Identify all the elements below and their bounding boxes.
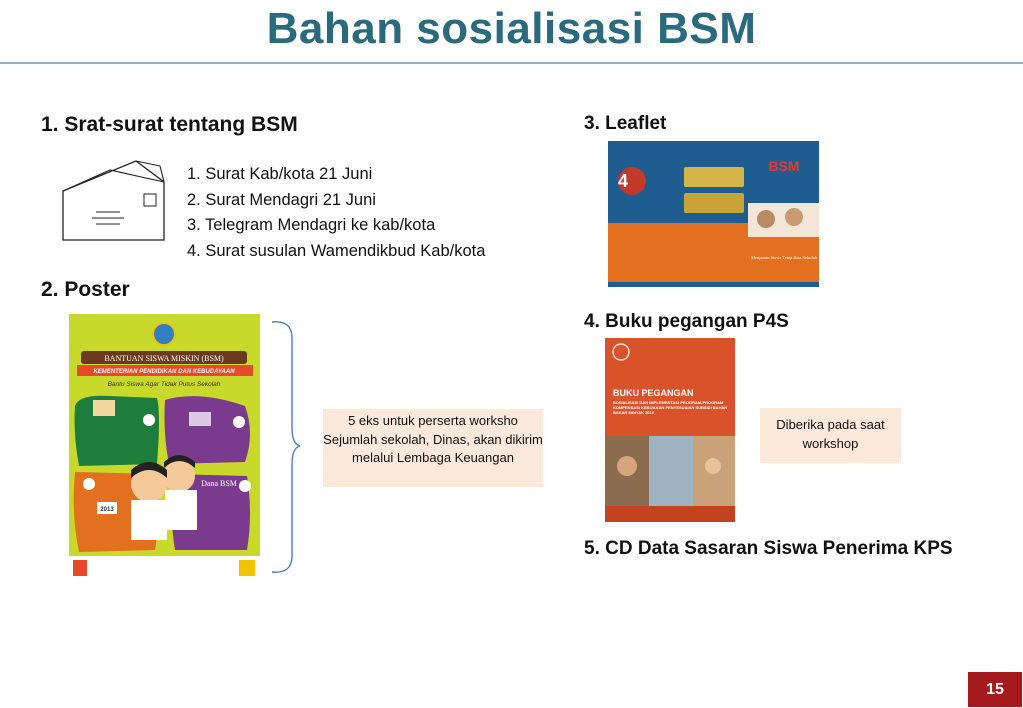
book-subtitle: SOSIALISASI DAN IMPLEMENTASI PROGRAM-PROGRAM KOMPENSASI KEBIJAKAN PENYESUAIAN SUBSIDI BAHAN BAKAR MINYAK 2013 <box>613 400 728 415</box>
letters-list <box>187 162 485 264</box>
section5-heading: 5. CD Data Sasaran Siswa Penerima KPS <box>584 538 953 559</box>
poster-year-label: 2013 <box>100 507 114 513</box>
section1-heading: 1. Srat-surat tentang BSM <box>41 113 298 136</box>
leaflet-big-number: 4 <box>618 171 629 191</box>
poster-tagline: Bantu Siswa Agar Tidak Putus Sekolah <box>107 381 221 388</box>
envelope-icon <box>60 158 168 244</box>
bsm-leaflet-image <box>608 141 819 287</box>
leaflet-bsm-label: BSM <box>768 158 800 174</box>
poster-banner-title: BANTUAN SISWA MISKIN (BSM) <box>104 354 224 363</box>
leaflet-footer-text: Menjamin Siswa Tetap Bisa Sekolah <box>750 255 818 260</box>
slide-title: Bahan sosialisasi BSM <box>266 4 757 53</box>
page-number-badge: 15 <box>968 672 1022 707</box>
poster-banner-subtitle: KEMENTERIAN PENDIDIKAN DAN KEBUDAYAAN <box>93 369 235 375</box>
list-item: 2. Surat Mendagri 21 Juni <box>187 190 376 209</box>
title-divider <box>0 62 1023 64</box>
section2-heading: 2. Poster <box>41 278 130 301</box>
brace-icon <box>268 320 302 576</box>
book-title: BUKU PEGANGAN <box>613 388 694 398</box>
list-item: 3. Telegram Mendagri ke kab/kota <box>187 216 436 234</box>
workshop-note: Diberika pada saat workshop <box>760 408 901 463</box>
list-item: 1. Surat Kab/kota 21 Juni <box>187 165 373 183</box>
section3-heading: 3. Leaflet <box>584 113 667 134</box>
list-item: 4. Surat susulan Wamendikbud Kab/kota <box>187 241 486 260</box>
bsm-poster-image <box>69 314 260 580</box>
handbook-cover-image <box>605 338 735 522</box>
poster-dana-label: Dana BSM <box>201 479 237 488</box>
section4-heading: 4. Buku pegangan P4S <box>584 311 789 332</box>
poster-distribution-note: 5 eks untuk perserta worksho Sejumlah sekolah, Dinas, akan dikirim melalui Lembaga Keuangan <box>323 409 543 487</box>
